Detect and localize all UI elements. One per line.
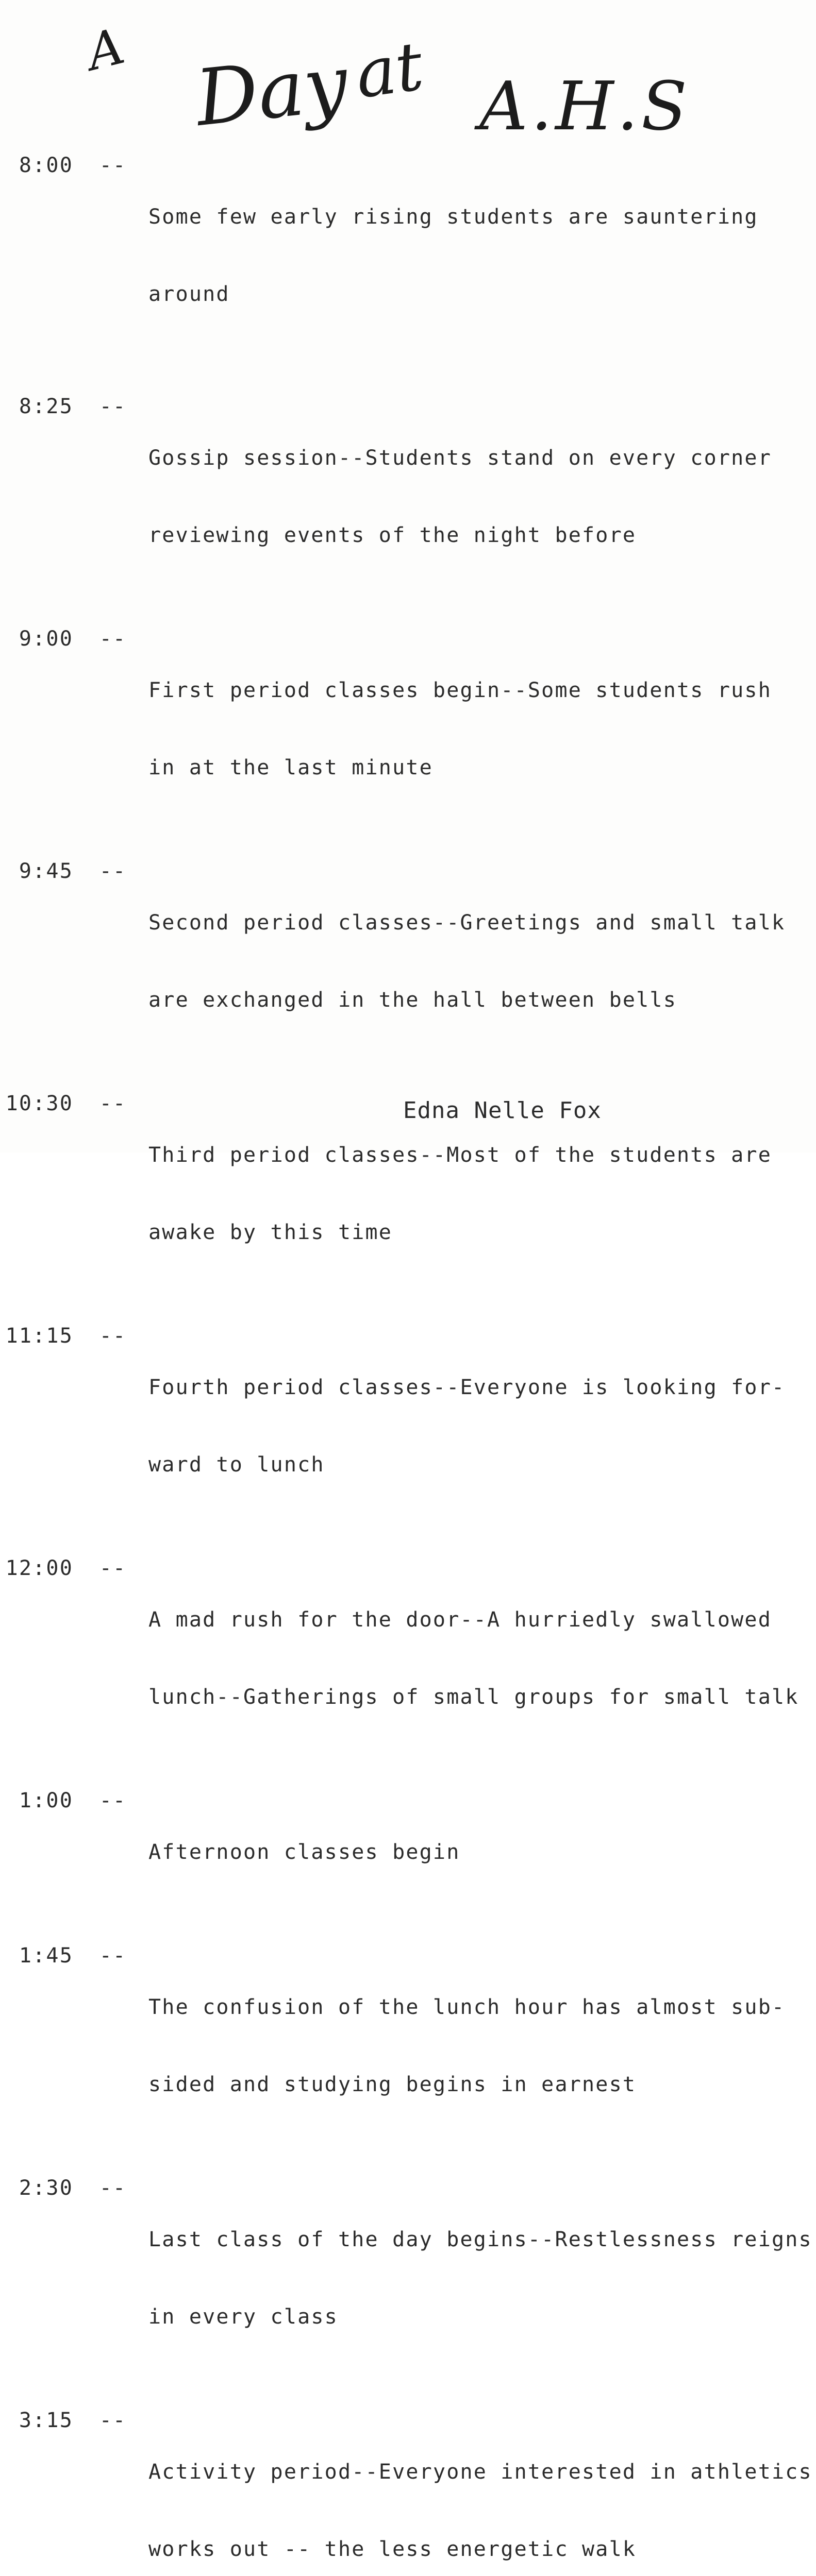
entry-time: 9:45 <box>19 859 73 883</box>
handwritten-title <box>77 10 696 145</box>
entry-dash: -- <box>99 154 127 177</box>
entry-line: in every class <box>148 2305 338 2329</box>
entry-description <box>148 152 788 359</box>
entry-line: The confusion of the lunch hour has almost sub- <box>148 1995 786 2019</box>
entry-time: 2:30 <box>19 2176 73 2200</box>
entry-dash: -- <box>99 627 127 651</box>
entry-line: around <box>148 282 230 306</box>
entry-line: First period classes begin--Some students rush <box>148 679 772 702</box>
entry-line: Afternoon classes begin <box>148 1840 460 1864</box>
schedule-entry <box>0 1555 816 1761</box>
entry-dash: -- <box>99 859 127 883</box>
entry-line: Fourth period classes--Everyone is looking for- <box>148 1376 786 1399</box>
entry-dash: -- <box>99 2409 127 2432</box>
entry-description <box>148 2408 812 2576</box>
schedule-list <box>0 152 816 2576</box>
schedule-entry <box>0 1943 816 2149</box>
entry-line: Some few early rising students are sauntering <box>148 205 758 229</box>
schedule-entry <box>0 2175 816 2381</box>
title-word-a: A <box>81 17 130 82</box>
entry-description <box>148 1555 799 1761</box>
entry-line: ward to lunch <box>148 1453 325 1477</box>
entry-description <box>148 1323 788 1529</box>
title-word-day: Day <box>191 39 352 144</box>
entry-description <box>148 626 788 832</box>
entry-time: 9:00 <box>19 627 73 651</box>
entry-line: Third period classes--Most of the students are <box>148 1143 772 1167</box>
entry-line: are exchanged in the hall between bells <box>148 988 677 1012</box>
title-word-ahs: A.H.S <box>479 67 690 145</box>
entry-time: 11:15 <box>5 1324 73 1348</box>
entry-line: works out -- the less energetic walk <box>148 2537 637 2561</box>
entry-time: 10:30 <box>5 1092 73 1115</box>
entry-line: in at the last minute <box>148 756 433 779</box>
entry-description <box>148 394 788 600</box>
schedule-entry <box>0 858 816 1064</box>
schedule-entry <box>0 1788 816 1917</box>
entry-time: 1:00 <box>19 1789 73 1812</box>
entry-dash: -- <box>99 1092 127 1115</box>
author-signature: Edna Nelle Fox <box>403 1097 602 1124</box>
entry-line: A mad rush for the door--A hurriedly swallowed <box>148 1608 772 1632</box>
schedule-entry <box>0 152 816 359</box>
entry-line: sided and studying begins in earnest <box>148 2073 637 2096</box>
entry-line: Second period classes--Greetings and small talk <box>148 911 786 935</box>
entry-time: 12:00 <box>5 1556 73 1580</box>
entry-time: 1:45 <box>19 1944 73 1968</box>
entry-line: Gossip session--Students stand on every corner <box>148 446 772 470</box>
entry-dash: -- <box>99 1944 127 1968</box>
entry-description <box>148 2175 812 2381</box>
entry-description <box>148 858 788 1064</box>
entry-line: Activity period--Everyone interested in athletics <box>148 2460 812 2484</box>
entry-dash: -- <box>99 1324 127 1348</box>
entry-line: Last class of the day begins--Restlessness reigns <box>148 2228 812 2251</box>
entry-line: reviewing events of the night before <box>148 523 637 547</box>
schedule-entry <box>0 626 816 832</box>
entry-line: lunch--Gatherings of small groups for small talk <box>148 1685 799 1709</box>
schedule-entry <box>0 2408 816 2576</box>
title-word-at: at <box>351 26 428 114</box>
entry-time: 3:15 <box>19 2409 73 2432</box>
entry-line: awake by this time <box>148 1221 393 1244</box>
schedule-entry <box>0 1323 816 1529</box>
entry-dash: -- <box>99 2176 127 2200</box>
entry-description <box>148 1788 788 1917</box>
entry-time: 8:00 <box>19 154 73 177</box>
entry-time: 8:25 <box>19 395 73 418</box>
entry-dash: -- <box>99 1789 127 1812</box>
entry-dash: -- <box>99 395 127 418</box>
entry-description <box>148 1943 788 2149</box>
schedule-entry <box>0 394 816 600</box>
entry-dash: -- <box>99 1556 127 1580</box>
